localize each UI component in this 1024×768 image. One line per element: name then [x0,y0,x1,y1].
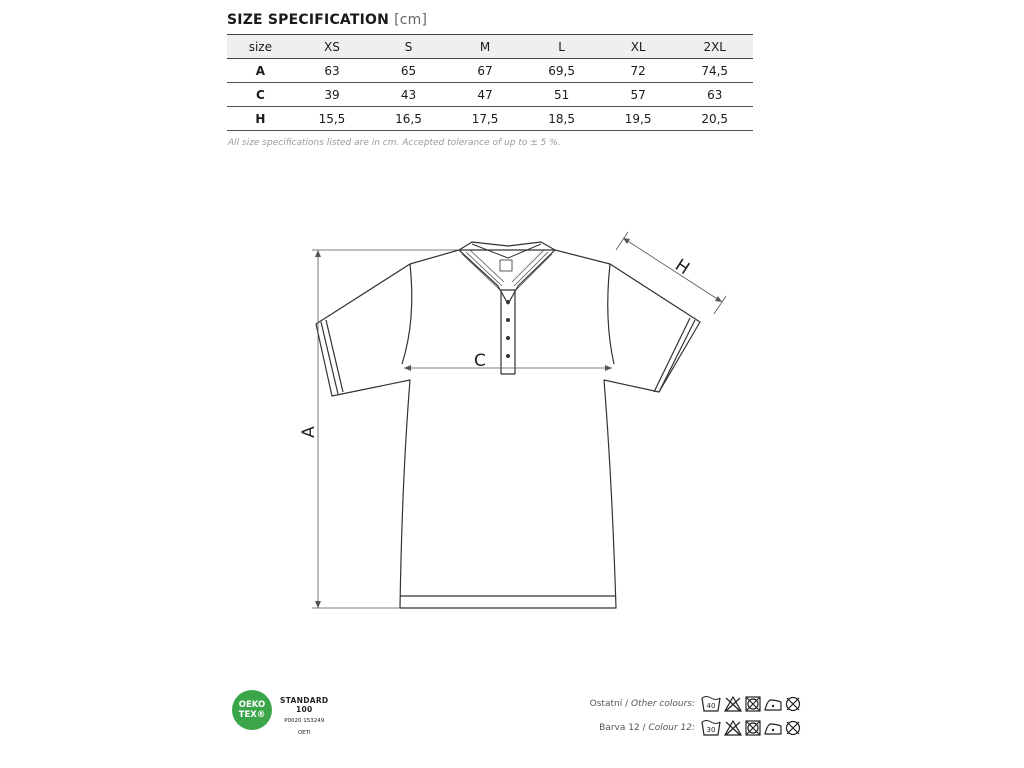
table-cell: 65 [370,59,447,83]
header-cell: S [370,35,447,59]
label-c: C [474,351,486,371]
table-cell: 15,5 [294,107,371,131]
table-cell: 17,5 [447,107,524,131]
title-text: SIZE SPECIFICATION [227,12,390,28]
table-cell: 69,5 [523,59,600,83]
cert-code: P0020 153249 [284,718,325,724]
no-bleach-icon [724,720,742,736]
table-cell: 63 [676,83,753,107]
wash-tub-icon [701,696,721,712]
label-a: A [299,426,319,438]
iron-icon [764,720,782,736]
header-cell: XL [600,35,677,59]
button [506,300,510,304]
button [506,354,510,358]
no-dry-clean-icon [785,696,801,712]
collar [459,242,555,304]
institute: OETI [297,730,311,736]
care-row-other-colours [590,696,801,712]
no-tumble-dry-icon [745,696,761,712]
row-label: H [227,107,294,131]
care-row-colour-12 [599,720,801,736]
wash-temp: 40 [706,702,716,710]
title-unit: [cm] [394,12,428,28]
button [506,318,510,322]
table-cell: 16,5 [370,107,447,131]
table-cell: 19,5 [600,107,677,131]
iron-icon [764,696,782,712]
header-cell: XS [294,35,371,59]
no-tumble-dry-icon [745,720,761,736]
label-h: H [671,255,693,280]
care-label: Colour 12: [648,723,695,733]
table-cell: 74,5 [676,59,753,83]
care-prefix: Ostatní / [589,699,629,709]
oeko-logo-line1: OEKO [238,700,266,710]
oeko-tex-logo [232,690,272,730]
table-cell: 67 [447,59,524,83]
table-cell: 43 [370,83,447,107]
table-cell: 72 [600,59,677,83]
header-cell: 2XL [676,35,753,59]
standard-number: 100 [295,705,313,714]
right-sleeve-hem [654,318,695,392]
standard-label: STANDARD [280,696,329,705]
table-cell: 47 [447,83,524,107]
oeko-logo-line2: TEX® [238,710,266,720]
tolerance-note: All size specifications listed are in cm. Accepted tolerance of up to ± 5 %. [228,138,561,148]
care-prefix: Barva 12 / [599,723,646,733]
no-bleach-icon [724,696,742,712]
left-sleeve-hem [321,320,343,394]
care-label: Other colours: [630,699,695,709]
care-icons [701,696,801,712]
header-cell: M [447,35,524,59]
table-cell: 39 [294,83,371,107]
table-cell: 57 [600,83,677,107]
row-label: A [227,59,294,83]
no-dry-clean-icon [785,720,801,736]
oeko-tex-standard [280,696,328,738]
header-cell: L [523,35,600,59]
row-label: C [227,83,294,107]
table-cell: 51 [523,83,600,107]
wash-tub-icon [701,720,721,736]
button [506,336,510,340]
care-icons [701,720,801,736]
label-tag [500,260,512,271]
header-cell: size [227,35,294,59]
wash-temp: 30 [706,726,716,734]
right-armhole-seam [608,264,614,364]
table-cell: 18,5 [523,107,600,131]
left-armhole-seam [402,264,412,364]
table-cell: 20,5 [676,107,753,131]
table-cell: 63 [294,59,371,83]
